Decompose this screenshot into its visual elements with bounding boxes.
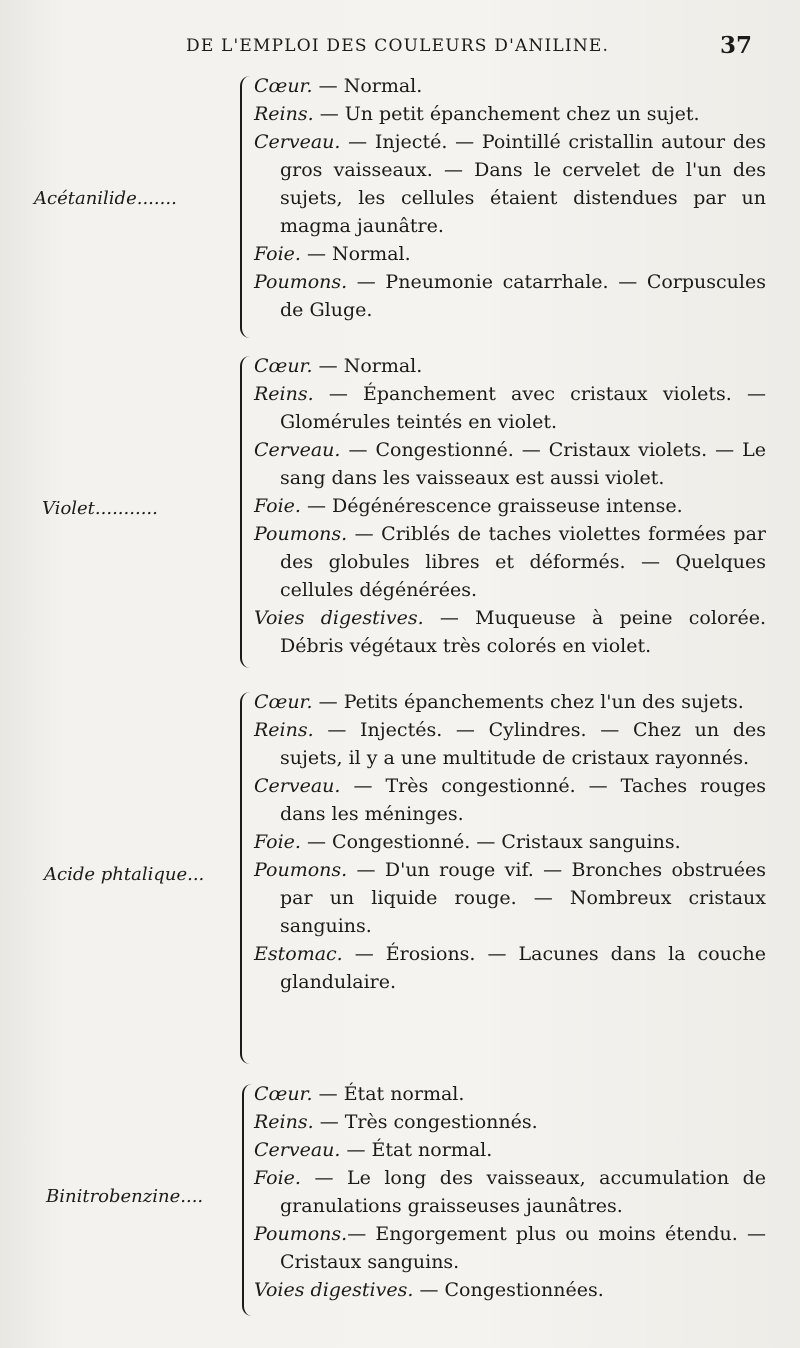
agent-label: Acétanilide....... bbox=[34, 188, 177, 209]
entry-text: — Muqueuse à peine colorée. Débris végétaux très colorés en violet. bbox=[280, 607, 766, 657]
entry-brain bbox=[254, 772, 766, 828]
organ-label: Foie. bbox=[254, 243, 301, 265]
entry-text: — Un petit épanchement chez un sujet. bbox=[313, 103, 700, 125]
organ-label: Reins. bbox=[254, 1111, 314, 1133]
entry-text: — Très congestionné. — Taches rouges dans les méninges. bbox=[280, 775, 766, 825]
organ-label: Poumons. bbox=[254, 859, 348, 881]
organ-label: Reins. bbox=[254, 719, 314, 741]
organ-label: Voies digestives. bbox=[254, 607, 424, 629]
entry-liver bbox=[254, 1164, 766, 1220]
entry-text: — État normal. bbox=[340, 1139, 493, 1161]
entry-text: — D'un rouge vif. — Bronches obstruées par un liquide rouge. — Nombreux cristaux sanguins. bbox=[280, 859, 766, 937]
entry-list bbox=[254, 688, 766, 996]
entry-heart bbox=[254, 352, 766, 380]
organ-label: Foie. bbox=[254, 495, 301, 517]
organ-label: Estomac. bbox=[254, 943, 343, 965]
section-binitrobenzine bbox=[0, 1080, 800, 1320]
organ-label: Cœur. bbox=[254, 691, 313, 713]
entry-lungs bbox=[254, 856, 766, 940]
organ-label: Reins. bbox=[254, 383, 314, 405]
section-acide-phtalique bbox=[0, 688, 800, 1068]
entry-text: — Pneumonie catarrhale. — Corpuscules de Gluge. bbox=[280, 271, 766, 321]
entry-text: — Injectés. — Cylindres. — Chez un des sujets, il y a une multitude de cristaux rayonnés. bbox=[280, 719, 766, 769]
entry-list bbox=[254, 72, 766, 324]
brace bbox=[240, 692, 254, 1064]
agent-label: Violet........... bbox=[42, 498, 158, 519]
organ-label: Cœur. bbox=[254, 1083, 313, 1105]
entry-kidneys bbox=[254, 1108, 766, 1136]
entry-brain bbox=[254, 436, 766, 492]
organ-label: Poumons. bbox=[254, 523, 348, 545]
agent-label: Binitrobenzine.... bbox=[46, 1186, 204, 1207]
entry-lungs bbox=[254, 1220, 766, 1276]
entry-text: — Congestionné. — Cristaux violets. — Le sang dans les vaisseaux est aussi violet. bbox=[280, 439, 766, 489]
organ-label: Cerveau. bbox=[254, 1139, 341, 1161]
section-violet bbox=[0, 352, 800, 672]
entry-kidneys bbox=[254, 380, 766, 436]
entry-stomach bbox=[254, 940, 766, 996]
organ-label: Foie. bbox=[254, 831, 301, 853]
entry-brain bbox=[254, 1136, 766, 1164]
entry-text: — Érosions. — Lacunes dans la couche glandulaire. bbox=[280, 943, 766, 993]
running-title: DE L'EMPLOI DES COULEURS D'ANILINE. bbox=[186, 36, 610, 56]
entry-heart bbox=[254, 1080, 766, 1108]
organ-label: Foie. bbox=[254, 1167, 301, 1189]
page-header bbox=[0, 32, 800, 66]
organ-label: Voies digestives. bbox=[254, 1279, 414, 1301]
entry-heart bbox=[254, 688, 766, 716]
organ-label: Cerveau. bbox=[254, 439, 341, 461]
entry-kidneys bbox=[254, 716, 766, 772]
organ-label: Poumons. bbox=[254, 1223, 348, 1245]
entry-text: — État normal. bbox=[312, 1083, 465, 1105]
entry-lungs bbox=[254, 520, 766, 604]
entry-text: — Très congestionnés. bbox=[313, 1111, 538, 1133]
organ-label: Cerveau. bbox=[254, 131, 341, 153]
entry-text: — Congestionnées. bbox=[413, 1279, 604, 1301]
entry-text: — Injecté. — Pointillé cristallin autour des gros vaisseaux. — Dans le cervelet de l'un des sujets, les cellules étaient distendues par un magma jaunâtre. bbox=[280, 131, 766, 237]
organ-label: Cœur. bbox=[254, 75, 313, 97]
entry-text: — Normal. bbox=[300, 243, 411, 265]
organ-label: Poumons. bbox=[254, 271, 348, 293]
entry-list bbox=[254, 352, 766, 660]
entry-lungs bbox=[254, 268, 766, 324]
organ-label: Reins. bbox=[254, 103, 314, 125]
entry-text: — Épanchement avec cristaux violets. — Glomérules teintés en violet. bbox=[280, 383, 766, 433]
organ-label: Cœur. bbox=[254, 355, 313, 377]
brace bbox=[240, 76, 254, 338]
entry-text: — Congestionné. — Cristaux sanguins. bbox=[300, 831, 681, 853]
entry-kidneys bbox=[254, 100, 766, 128]
entry-liver bbox=[254, 828, 766, 856]
entry-text: — Dégénérescence graisseuse intense. bbox=[300, 495, 683, 517]
agent-label: Acide phtalique... bbox=[44, 864, 205, 885]
entry-list bbox=[254, 1080, 766, 1304]
brace bbox=[240, 356, 254, 668]
entry-text: — Criblés de taches violettes formées par des globules libres et déformés. — Quelques cellules dégénérées. bbox=[280, 523, 766, 601]
entry-brain bbox=[254, 128, 766, 240]
entry-digestive bbox=[254, 604, 766, 660]
entry-liver bbox=[254, 492, 766, 520]
entry-text: — Engorgement plus ou moins étendu. — Cristaux sanguins. bbox=[280, 1223, 766, 1273]
entry-liver bbox=[254, 240, 766, 268]
entry-text: — Normal. bbox=[312, 75, 423, 97]
entry-digestive bbox=[254, 1276, 766, 1304]
page-number: 37 bbox=[720, 32, 753, 59]
entry-text: — Normal. bbox=[312, 355, 423, 377]
entry-text: — Petits épanchements chez l'un des sujets. bbox=[312, 691, 744, 713]
section-acetanilide bbox=[0, 72, 800, 342]
entry-text: — Le long des vaisseaux, accumulation de granulations graisseuses jaunâtres. bbox=[280, 1167, 766, 1217]
entry-heart bbox=[254, 72, 766, 100]
organ-label: Cerveau. bbox=[254, 775, 341, 797]
